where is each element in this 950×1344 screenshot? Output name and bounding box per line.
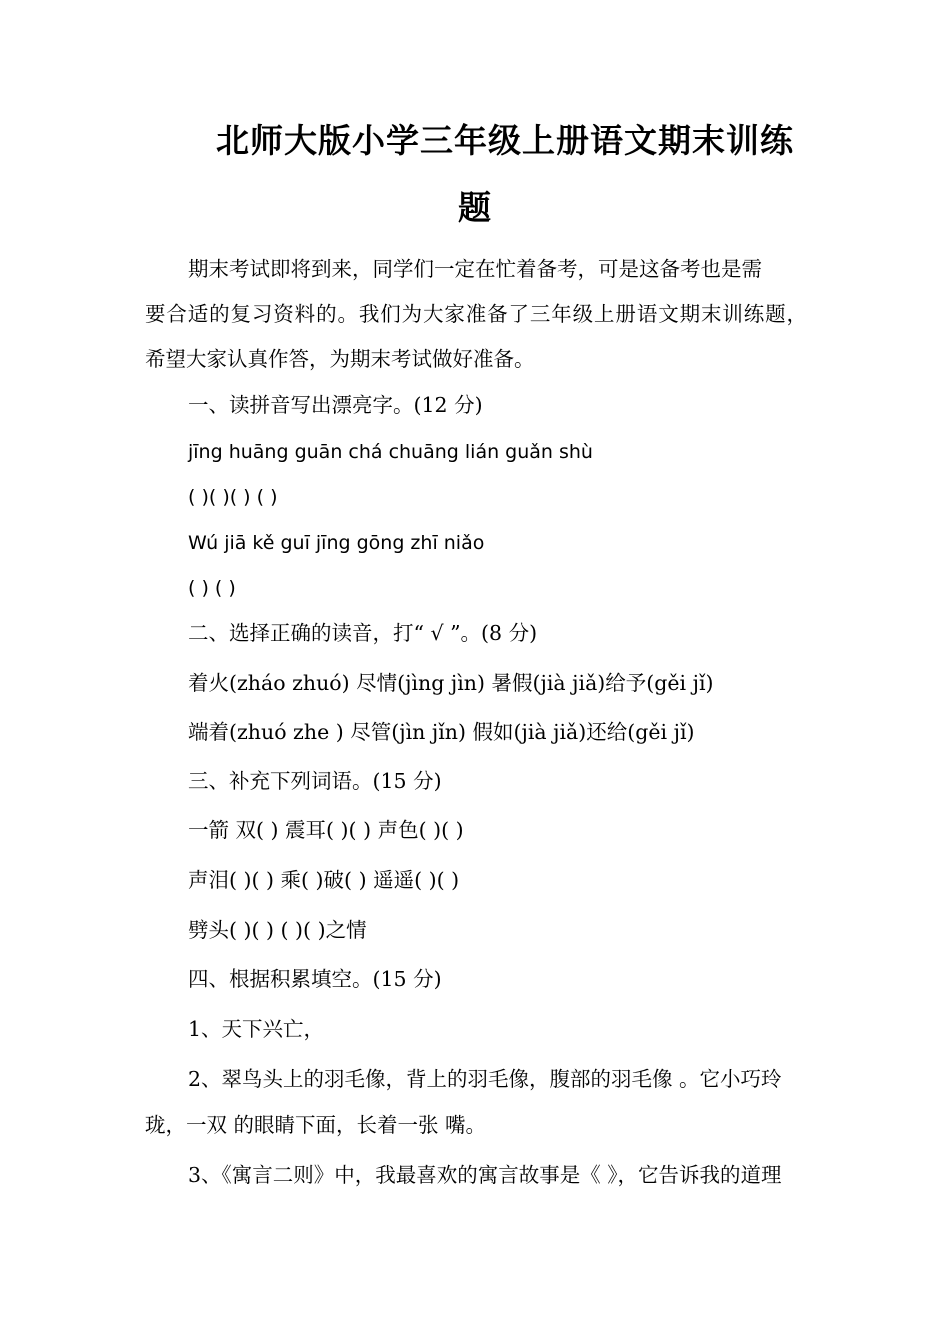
section-2-row-2: 端着(zhuó zhe ) 尽管(jìn jǐn) 假如(jià jiǎ)还给(gěi jǐ) — [188, 720, 695, 744]
intro-line-2: 要合适的复习资料的。我们为大家准备了三年级上册语文期末训练题， — [145, 302, 807, 326]
section-1-blanks-row-2: ( ) ( ) — [188, 577, 236, 599]
section-3-row-2: 声泪( )( ) 乘( )破( ) 遥遥( )( ) — [188, 868, 460, 892]
section-2-row-1: 着火(zháo zhuó) 尽情(jìng jìn) 暑假(jià jiǎ)给予(gěi jǐ) — [188, 671, 714, 695]
section-3-heading: 三、补充下列词语。(15 分) — [188, 769, 442, 793]
intro-line-1: 期末考试即将到来，同学们一定在忙着备考，可是这备考也是需 — [188, 257, 762, 281]
document-title: 北师大版小学三年级上册语文期末训练 — [216, 121, 794, 160]
document-title-continued: 题 — [458, 188, 492, 227]
intro-line-3: 希望大家认真作答，为期末考试做好准备。 — [145, 347, 535, 371]
section-4-item-2-line-1: 2、翠鸟头上的羽毛像，背上的羽毛像，腹部的羽毛像 。它小巧玲 — [188, 1067, 782, 1091]
section-4-item-3-line-1: 3、《寓言二则》中，我最喜欢的寓言故事是《 》，它告诉我的道理 — [188, 1163, 782, 1187]
section-4-heading: 四、根据积累填空。(15 分) — [188, 967, 442, 991]
section-3-row-1: 一箭 双( ) 震耳( )( ) 声色( )( ) — [188, 818, 464, 842]
section-1-pinyin-row-2: Wú jiā kě guī jīng gōng zhī niǎo — [188, 532, 485, 554]
section-1-heading: 一、读拼音写出漂亮字。(12 分) — [188, 393, 483, 417]
section-3-row-3: 劈头( )( ) ( )( )之情 — [188, 918, 367, 942]
section-2-heading: 二、选择正确的读音，打“ √ ”。(8 分) — [188, 621, 538, 645]
section-1-blanks-row-1: ( )( )( ) ( ) — [188, 486, 278, 508]
section-4-item-2-line-2: 珑，一双 的眼睛下面，长着一张 嘴。 — [145, 1113, 487, 1137]
section-1-pinyin-row-1: jīng huāng guān chá chuāng lián guǎn shù — [188, 441, 593, 463]
section-4-item-1: 1、天下兴亡， — [188, 1017, 325, 1041]
